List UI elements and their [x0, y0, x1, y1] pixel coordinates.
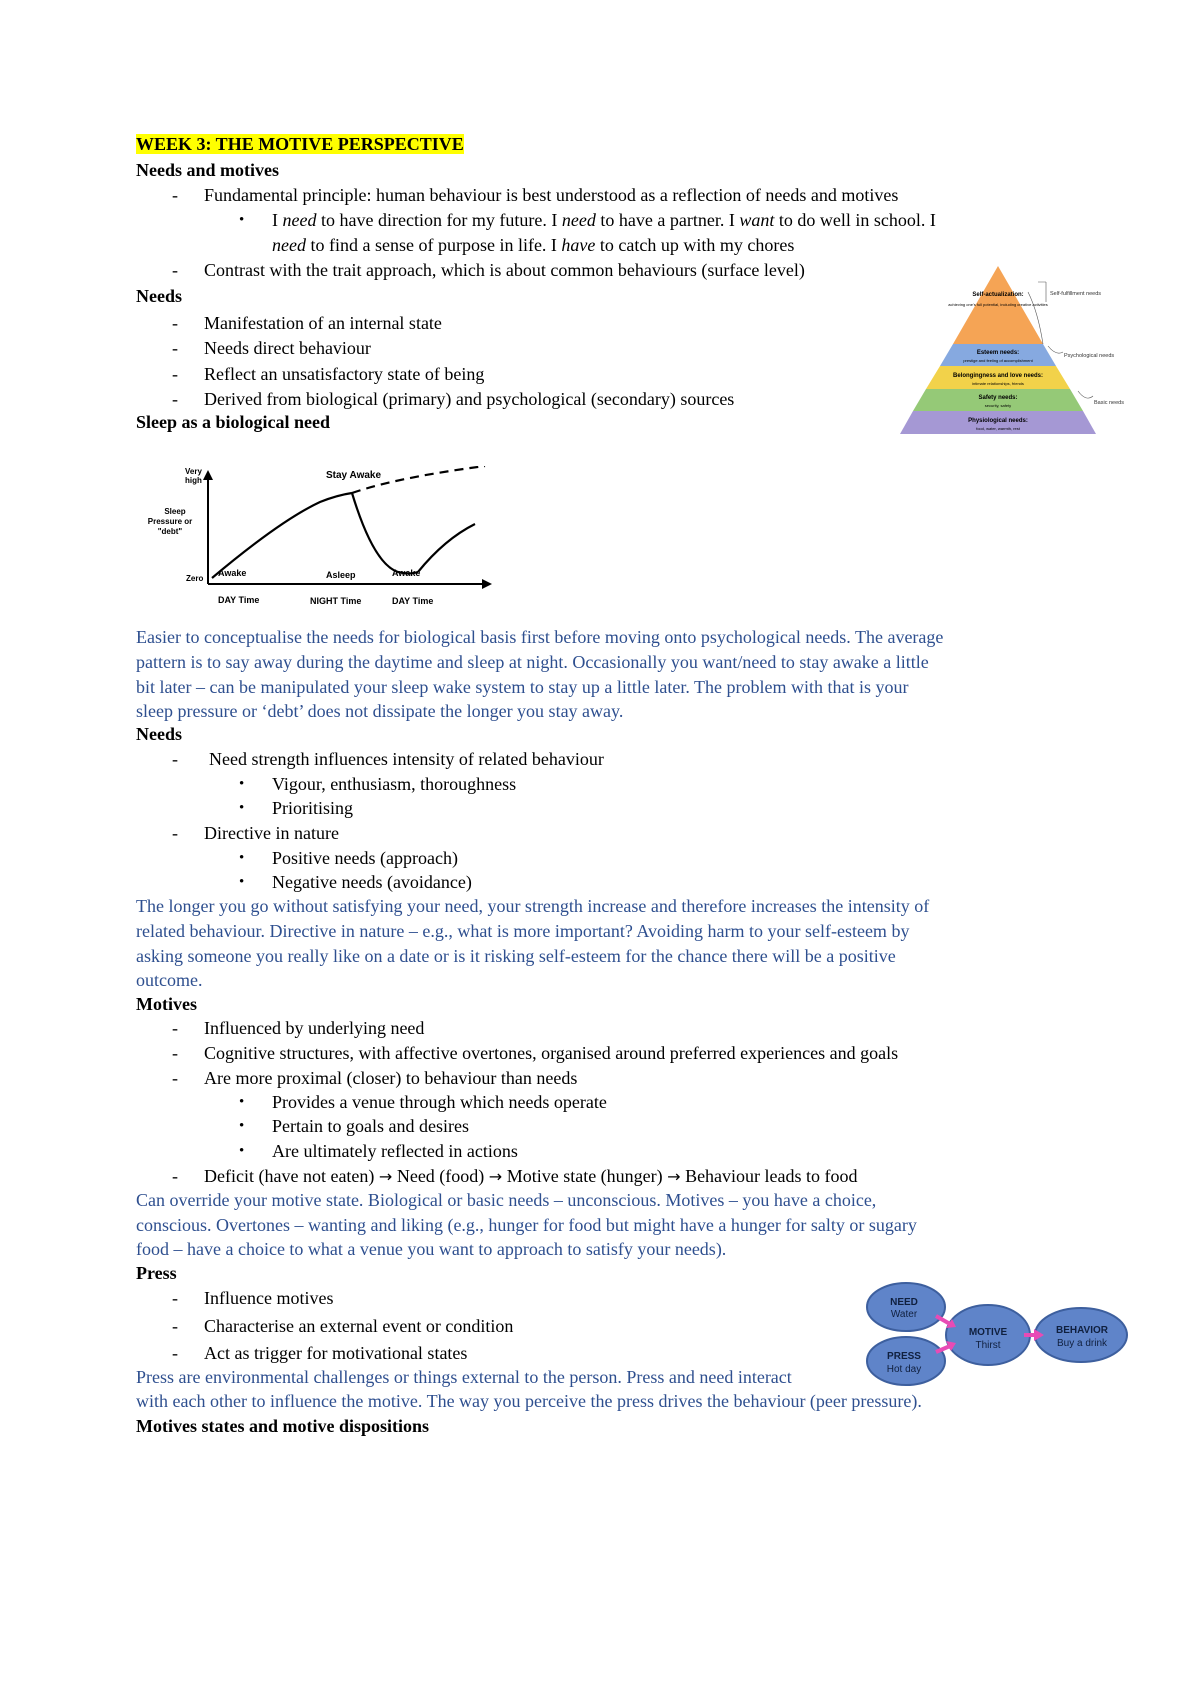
need-press-motive-diagram: [866, 1280, 1131, 1390]
note-line: related behaviour. Directive in nature – e.g., what is more important? Avoiding harm to your self-esteem by: [136, 921, 910, 941]
pyramid-sublabel: food, water, warmth, rest: [976, 426, 1020, 431]
note-line: Easier to conceptualise the needs for biological basis first before moving onto psychological needs. The average: [136, 627, 944, 647]
behavior-label: BEHAVIOR: [1055, 1325, 1109, 1336]
y-tick-label: Very: [185, 467, 202, 476]
note-line: food – have a choice to what a venue you want to approach to satisfy your needs).: [136, 1239, 727, 1259]
awake2-curve: [418, 524, 475, 572]
press-sublabel: Hot day: [886, 1364, 922, 1375]
heading-needs: Needs: [136, 286, 182, 306]
dash-marker: -: [172, 313, 178, 333]
bullet-marker: •: [239, 776, 245, 792]
list-item: Manifestation of an internal state: [204, 313, 442, 333]
dash-marker: -: [172, 1343, 178, 1363]
bullet-marker: •: [239, 1143, 245, 1159]
list-item-continued: need to find a sense of purpose in life. I have to catch up with my chores: [272, 235, 795, 255]
pyramid-sublabel: security, safety: [984, 403, 1012, 408]
list-item: Are ultimately reflected in actions: [272, 1141, 518, 1161]
x-axis-arrow-icon: [482, 579, 492, 589]
bullet-marker: •: [239, 800, 245, 816]
y-axis-arrow-icon: [203, 470, 213, 480]
asleep-curve: [352, 493, 418, 574]
pyramid-side-label: Self-fulfillment needs: [1050, 291, 1102, 297]
note-line: Press are environmental challenges or things external to the person. Press and need interact: [136, 1367, 792, 1387]
dash-marker: -: [172, 1288, 178, 1308]
arrow-right-icon: →: [378, 1167, 393, 1186]
dash-marker: -: [172, 1068, 178, 1088]
bullet-marker: •: [239, 1118, 245, 1134]
list-item: Characterise an external event or condition: [204, 1316, 514, 1336]
dash-marker: -: [172, 823, 178, 843]
page-title-text: WEEK 3: THE MOTIVE PERSPECTIVE: [136, 134, 464, 154]
heading-needs-and-motives: Needs and motives: [136, 160, 279, 180]
y-tick-label: Zero: [186, 574, 204, 583]
note-line: conscious. Overtones – wanting and liking (e.g., hunger for food but might have a hunger for salty or sugary: [136, 1215, 917, 1235]
heading-motives: Motives: [136, 994, 197, 1014]
dash-marker: -: [172, 1018, 178, 1038]
heading-needs-2: Needs: [136, 724, 182, 744]
page-title: [136, 133, 464, 155]
list-item: Provides a venue through which needs operate: [272, 1092, 607, 1112]
y-axis-label: "debt": [157, 527, 183, 536]
awake-label: Awake: [218, 568, 247, 578]
list-item: Pertain to goals and desires: [272, 1116, 469, 1136]
x-tick-label: NIGHT Time: [310, 596, 362, 606]
asleep-label: Asleep: [326, 570, 356, 580]
need-sublabel: Water: [890, 1309, 918, 1320]
maslow-pyramid-figure: [888, 262, 1133, 442]
stay-awake-label: Stay Awake: [326, 470, 382, 481]
list-item: Vigour, enthusiasm, thoroughness: [272, 774, 517, 794]
dash-marker: -: [172, 1316, 178, 1336]
bullet-marker: •: [239, 1094, 245, 1110]
list-item: Need strength influences intensity of related behaviour: [209, 749, 604, 769]
note-line: asking someone you really like on a date or is it risking self-esteem for the chance there will be a positive: [136, 946, 896, 966]
heading-sleep: Sleep as a biological need: [136, 412, 331, 432]
dash-marker: -: [172, 389, 178, 409]
list-item: Fundamental principle: human behaviour is best understood as a reflection of needs and motives: [204, 185, 899, 205]
heading-press: Press: [136, 1263, 177, 1283]
note-line: sleep pressure or ‘debt’ does not dissipate the longer you stay away.: [136, 701, 624, 721]
dash-marker: -: [172, 185, 178, 205]
arrow-right-icon: →: [488, 1167, 503, 1186]
list-item: Are more proximal (closer) to behaviour than needs: [204, 1068, 578, 1088]
motive-label: MOTIVE: [968, 1327, 1008, 1338]
pyramid-label: Esteem needs:: [976, 350, 1020, 356]
list-item: Directive in nature: [204, 823, 339, 843]
list-item: Influenced by underlying need: [204, 1018, 425, 1038]
bullet-marker: •: [239, 212, 245, 228]
list-item: Contrast with the trait approach, which is about common behaviours (surface level): [204, 260, 805, 280]
note-line: The longer you go without satisfying your need, your strength increase and therefore increases the intensity of: [136, 896, 930, 916]
pyramid-label: Belongingness and love needs:: [952, 373, 1044, 379]
note-line: outcome.: [136, 970, 203, 990]
dash-marker: -: [172, 364, 178, 384]
list-item: Negative needs (avoidance): [272, 872, 472, 892]
arrow-right-icon: →: [667, 1167, 681, 1186]
note-line: Can override your motive state. Biological or basic needs – unconscious. Motives – you have a choice,: [136, 1190, 877, 1210]
dash-marker: -: [172, 1166, 178, 1186]
pyramid-label: Physiological needs:: [968, 418, 1028, 424]
note-line: with each other to influence the motive. The way you perceive the press drives the behaviour (peer pressure).: [136, 1391, 922, 1411]
need-label: NEED: [890, 1297, 918, 1308]
y-axis-label: Pressure or: [147, 517, 193, 526]
list-item: Needs direct behaviour: [204, 338, 371, 358]
pyramid-sublabel: prestige and feeling of accomplishment: [963, 358, 1033, 363]
press-label: PRESS: [887, 1351, 921, 1362]
sleep-pressure-chart: [140, 466, 520, 626]
list-item: I need to have direction for my future. I need to have a partner. I want to do well in school. I: [272, 210, 936, 230]
dash-marker: -: [172, 749, 178, 769]
behavior-sublabel: Buy a drink: [1056, 1338, 1108, 1349]
pyramid-label: Self-actualization:: [972, 292, 1024, 298]
y-axis-label: Sleep: [164, 507, 186, 516]
motive-sublabel: Thirst: [975, 1340, 1001, 1351]
pyramid-side-label: Basic needs: [1094, 400, 1124, 406]
note-line: pattern is to say away during the daytime and sleep at night. Occasionally you want/need to stay awake a little: [136, 652, 929, 672]
list-item-chain: Deficit (have not eaten) → Need (food) → Motive state (hunger) → Behaviour leads to food: [204, 1166, 858, 1186]
bullet-marker: •: [239, 874, 245, 890]
list-item: Influence motives: [204, 1288, 334, 1308]
pyramid-sublabel: achieving one's full potential, including creative activities: [948, 302, 1048, 307]
heading-motive-states: Motives states and motive dispositions: [136, 1416, 430, 1436]
awake-label: Awake: [392, 568, 421, 578]
bullet-marker: •: [239, 850, 245, 866]
pyramid-label: Safety needs:: [978, 395, 1018, 401]
dash-marker: -: [172, 260, 178, 280]
awake-curve: [212, 493, 352, 578]
list-item: Act as trigger for motivational states: [204, 1343, 468, 1363]
list-item: Cognitive structures, with affective overtones, organised around preferred experiences and goals: [204, 1043, 899, 1063]
list-item: Derived from biological (primary) and psychological (secondary) sources: [204, 389, 735, 409]
note-line: bit later – can be manipulated your sleep wake system to stay up a little later. The problem with that is your: [136, 677, 909, 697]
x-tick-label: DAY Time: [218, 595, 260, 605]
pyramid-side-label: Psychological needs: [1064, 353, 1115, 359]
pyramid-sublabel: intimate relationships, friends: [972, 381, 1024, 386]
dash-marker: -: [172, 1043, 178, 1063]
list-item: Positive needs (approach): [272, 848, 458, 868]
list-item: Reflect an unsatisfactory state of being: [204, 364, 485, 384]
list-item: Prioritising: [272, 798, 354, 818]
dash-marker: -: [172, 338, 178, 358]
x-tick-label: DAY Time: [392, 596, 434, 606]
y-tick-label: high: [185, 476, 202, 485]
